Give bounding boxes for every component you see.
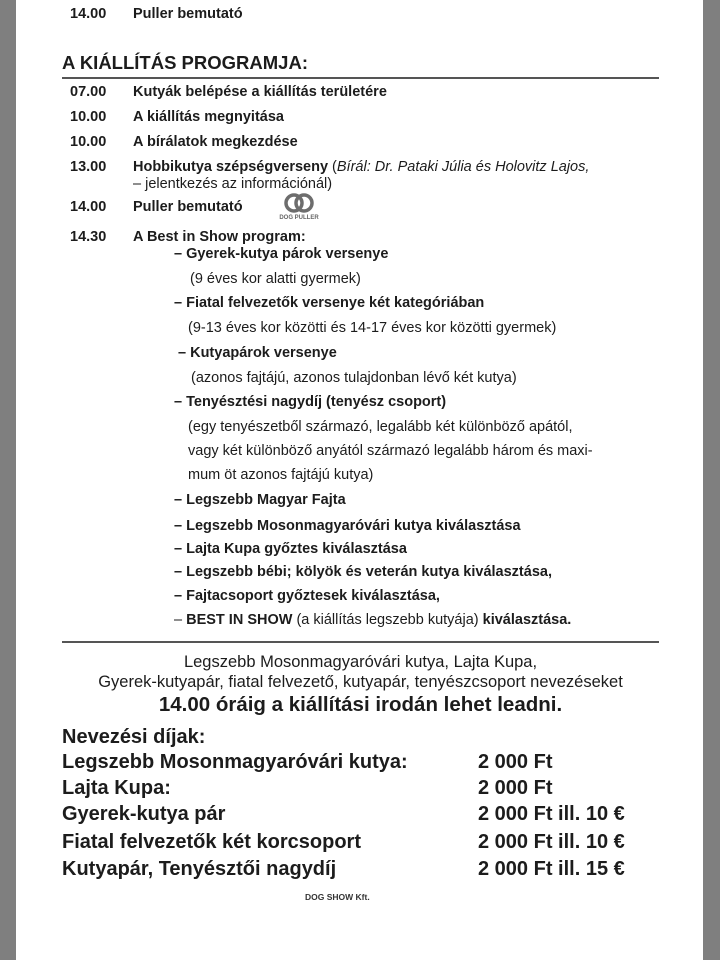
fees-title: Nevezési díjak:	[62, 726, 206, 748]
fee-price: 2 000 Ft	[478, 777, 553, 799]
bis-note: (egy tenyészetből származó, legalább két különböző apától,	[188, 419, 573, 435]
fee-label: Gyerek-kutya pár	[62, 803, 226, 825]
program-item-hobby	[133, 159, 589, 175]
note-open: (	[328, 159, 337, 175]
bis-item-best-in-show	[174, 612, 571, 628]
entries-line-1: Legszebb Mosonmagyaróvári kutya, Lajta Kupa,	[183, 653, 538, 671]
fee-price: 2 000 Ft ill. 10 €	[478, 803, 625, 825]
bis-bold-a: BEST IN SHOW	[186, 612, 293, 628]
bis-note: (9 éves kor alatti gyermek)	[190, 271, 361, 287]
program-label: Kutyák belépése a kiállítás területére	[133, 84, 387, 100]
program-label: Puller bemutató	[133, 199, 243, 215]
top-item-time: 14.00	[70, 6, 107, 22]
logo-text: DOG PULLER	[279, 215, 319, 221]
program-time: 14.00	[70, 199, 107, 215]
bis-item: – Kutyapárok versenye	[178, 345, 337, 361]
program-label: A bírálatok megkezdése	[133, 134, 298, 150]
program-time: 07.00	[70, 84, 107, 100]
fee-label: Lajta Kupa:	[62, 777, 171, 799]
bis-dash: –	[174, 612, 187, 628]
bis-item: – Fiatal felvezetők versenye két kategóriában	[174, 295, 485, 311]
bis-item: – Legszebb Mosonmagyaróvári kutya kiválasztása	[174, 518, 521, 534]
program-label: A kiállítás megnyitása	[133, 109, 284, 125]
program-time: 10.00	[70, 134, 107, 150]
judges-note: Bírál: Dr. Pataki Júlia és Holovitz Lajos,	[336, 159, 590, 175]
bis-note: (azonos fajtájú, azonos tulajdonban lévő két kutya)	[191, 370, 517, 386]
registration-note: – jelentkezés az információnál)	[133, 176, 333, 192]
bis-item: – Tenyésztési nagydíj (tenyész csoport)	[174, 394, 447, 410]
bis-note: mum öt azonos fajtájú kutya)	[188, 467, 374, 483]
bis-note: (9-13 éves kor közötti és 14-17 éves kor közötti gyermek)	[188, 320, 557, 336]
entries-deadline: 14.00 óráig a kiállítási irodán lehet leadni.	[158, 693, 563, 716]
dog-puller-rings-icon	[274, 192, 324, 228]
dog-puller-logo	[274, 192, 324, 228]
section-rule	[62, 641, 659, 643]
footer-company: DOG SHOW Kft.	[305, 892, 370, 902]
fee-price: 2 000 Ft ill. 15 €	[478, 858, 625, 880]
program-label: A Best in Show program:	[133, 229, 306, 245]
fee-label: Fiatal felvezetők két korcsoport	[62, 831, 361, 853]
fee-label: Legszebb Mosonmagyaróvári kutya:	[62, 751, 408, 773]
program-time: 13.00	[70, 159, 107, 175]
top-item-label: Puller bemutató	[133, 6, 243, 22]
document-page	[16, 0, 703, 960]
fee-price: 2 000 Ft	[478, 751, 553, 773]
bis-bold-b: kiválasztása.	[482, 612, 572, 628]
bis-item: – Gyerek-kutya párok versenye	[174, 246, 389, 262]
program-time: 14.30	[70, 229, 107, 245]
entries-line-2: Gyerek-kutyapár, fiatal felvezető, kutyapár, tenyészcsoport nevezéseket	[98, 673, 623, 691]
program-label: Hobbikutya szépségverseny	[133, 159, 329, 175]
bis-normal: (a kiállítás legszebb kutyája)	[292, 612, 483, 628]
title-rule	[62, 77, 659, 79]
bis-item: – Lajta Kupa győztes kiválasztása	[174, 541, 407, 557]
program-time: 10.00	[70, 109, 107, 125]
bis-item: – Legszebb Magyar Fajta	[174, 492, 346, 508]
bis-item: – Legszebb bébi; kölyök és veterán kutya kiválasztása,	[174, 564, 552, 580]
bis-note: vagy két különböző anyától származó legalább három és maxi-	[188, 443, 593, 459]
fee-label: Kutyapár, Tenyésztői nagydíj	[62, 858, 337, 880]
fee-price: 2 000 Ft ill. 10 €	[478, 831, 625, 853]
program-title: A KIÁLLÍTÁS PROGRAMJA:	[62, 52, 308, 73]
bis-item: – Fajtacsoport győztesek kiválasztása,	[174, 588, 440, 604]
